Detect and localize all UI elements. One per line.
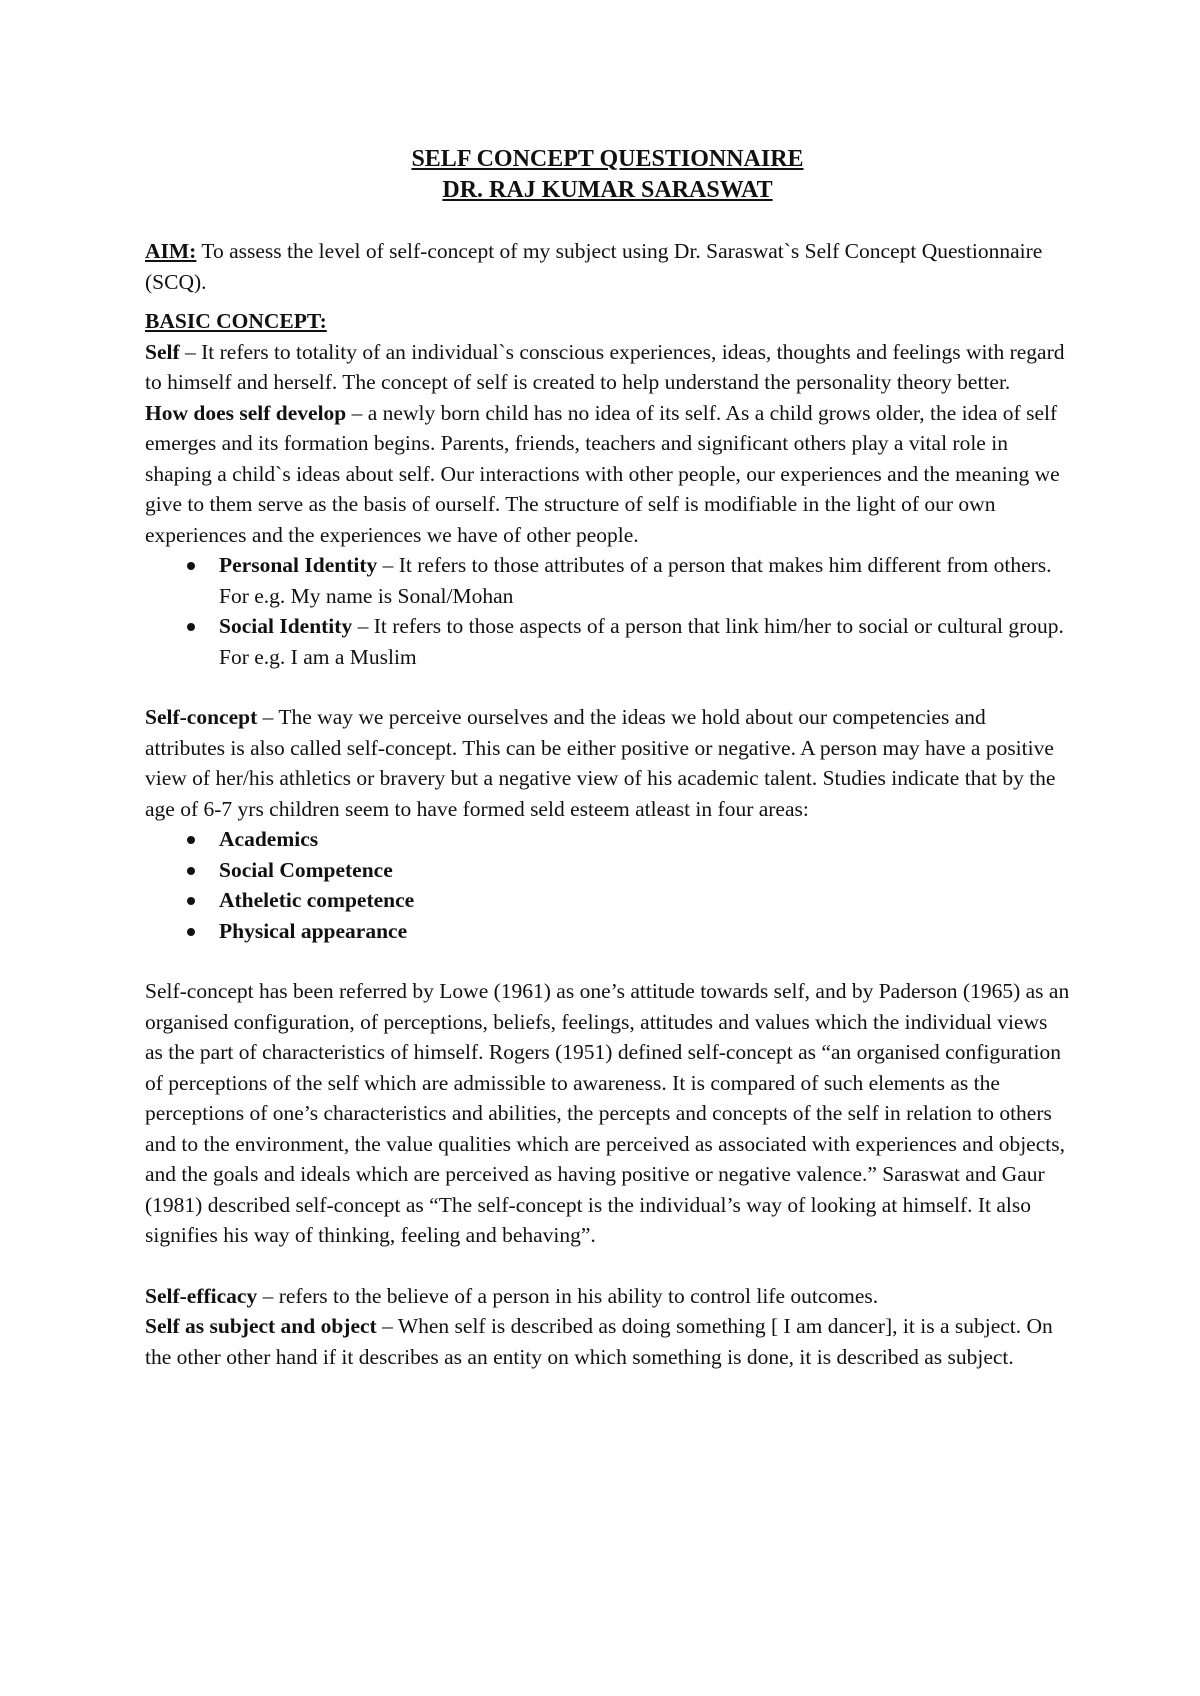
self-concept-paragraph bbox=[145, 702, 1070, 824]
subject-object-text: – When self is described as doing something [ I am dancer], it is a subject. On the other other hand if it describes as an entity on which something is done, it is described as subject. bbox=[145, 1314, 1053, 1369]
aim-paragraph bbox=[145, 236, 1070, 297]
self-develop-text: – a newly born child has no idea of its self. As a child grows older, the idea of self emerges and its formation begins. Parents, friends, teachers and significant others play a vital role in shaping a child`s ideas about self. Our interactions with other people, our experiences and the meaning we give to them serve as the basis of ourself. The structure of self is modifiable in the light of our own experiences and the experiences we have of other people. bbox=[145, 400, 1060, 547]
title-line-2: DR. RAJ KUMAR SARASWAT bbox=[442, 177, 773, 203]
area-label: Physical appearance bbox=[219, 918, 408, 943]
self-efficacy-term: Self-efficacy bbox=[145, 1283, 258, 1308]
self-efficacy-text: – refers to the believe of a person in his ability to control life outcomes. bbox=[257, 1283, 879, 1308]
list-item bbox=[145, 855, 1070, 886]
bullet-icon bbox=[187, 928, 195, 936]
identity-list bbox=[145, 550, 1070, 672]
list-item bbox=[145, 885, 1070, 916]
list-item bbox=[145, 550, 1070, 611]
identity-term: Personal Identity bbox=[219, 553, 378, 577]
self-definition bbox=[145, 337, 1070, 398]
aim-text: To assess the level of self-concept of my subject using Dr. Saraswat`s Self Concept Questionnaire (SCQ). bbox=[145, 239, 1043, 294]
bullet-icon bbox=[187, 897, 195, 905]
areas-list bbox=[145, 824, 1070, 946]
self-concept-term: Self-concept bbox=[145, 705, 258, 729]
area-label: Atheletic competence bbox=[219, 888, 415, 912]
bullet-icon bbox=[187, 836, 195, 844]
self-concept-text: – The way we perceive ourselves and the ideas we hold about our competencies and attributes is also called self-concept. This can be either positive or negative. A person may have a positive view of her/his athletics or bravery but a negative view of his academic talent. Studies indicate that by the age of 6-7 yrs children seem to have formed seld esteem atleast in four areas: bbox=[145, 705, 1056, 821]
definitions-paragraph: Self-concept has been referred by Lowe (1961) as one’s attitude towards self, and by Paderson (1965) as an organised configuration, of perceptions, beliefs, feelings, attitudes and values which the individual views as the part of characteristics of himself. Rogers (1951) defined self-concept as “an organised configuration of perceptions of the self which are admissible to awareness. It is compared of such elements as the perceptions of one’s characteristics and abilities, the percepts and concepts of the self in relation to others and to the environment, the value qualities which are perceived as associated with experiences and objects, and the goals and ideals which are perceived as having positive or negative valence.” Saraswat and Gaur (1981) described self-concept as “The self-concept is the individual’s way of looking at himself. It also signifies his way of thinking, feeling and behaving”. bbox=[145, 979, 1070, 1247]
title-line-1: SELF CONCEPT QUESTIONNAIRE bbox=[411, 146, 804, 172]
identity-text: – It refers to those aspects of a person that link him/her to social or cultural group. For e.g. I am a Muslim bbox=[219, 614, 1064, 669]
subject-object-term: Self as subject and object bbox=[145, 1314, 377, 1338]
bullet-icon bbox=[187, 623, 195, 631]
list-item bbox=[145, 824, 1070, 855]
bullet-icon bbox=[187, 867, 195, 875]
area-label: Social Competence bbox=[219, 857, 393, 882]
bullet-icon bbox=[187, 562, 195, 570]
self-develop-paragraph bbox=[145, 398, 1070, 551]
basic-concept-heading: BASIC CONCEPT: bbox=[145, 309, 327, 333]
subject-object-paragraph bbox=[145, 1311, 1070, 1372]
self-term: Self bbox=[145, 339, 180, 364]
identity-term: Social Identity bbox=[219, 614, 353, 638]
area-label: Academics bbox=[219, 827, 319, 851]
identity-text: – It refers to those attributes of a person that makes him different from others. For e.g. My name is Sonal/Mohan bbox=[219, 553, 1052, 608]
aim-label: AIM: bbox=[145, 239, 197, 263]
self-efficacy-paragraph bbox=[145, 1281, 1070, 1312]
self-develop-term: How does self develop bbox=[145, 400, 347, 425]
list-item bbox=[145, 611, 1070, 672]
self-text: – It refers to totality of an individual`s conscious experiences, ideas, thoughts and feelings with regard to himself and herself. The concept of self is created to help understand the personality theory better. bbox=[145, 339, 1065, 394]
list-item bbox=[145, 916, 1070, 947]
document-title bbox=[145, 144, 1070, 206]
